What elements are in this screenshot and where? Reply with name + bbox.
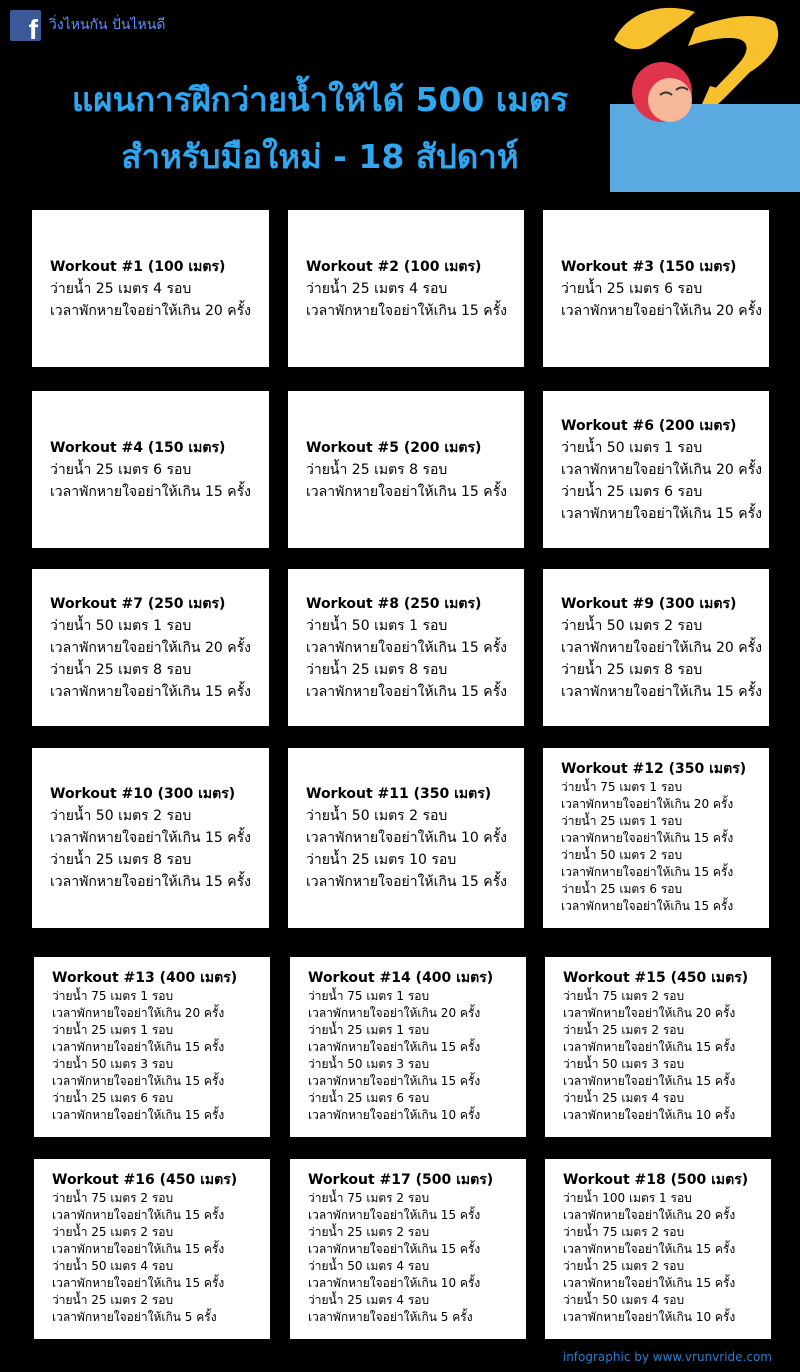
- workout-card: [290, 1159, 526, 1339]
- workout-step: ว่ายน้ำ 100 เมตร 1 รอบ: [563, 1191, 692, 1205]
- workout-step: เวลาพักหายใจอย่าให้เกิน 15 ครั้ง: [50, 830, 251, 846]
- workout-card: [543, 569, 769, 726]
- workout-step: เวลาพักหายใจอย่าให้เกิน 15 ครั้ง: [52, 1108, 225, 1122]
- workout-step: ว่ายน้ำ 25 เมตร 2 รอบ: [563, 1023, 685, 1037]
- workout-card: [32, 569, 269, 726]
- workout-title: Workout #4 (150 เมตร): [50, 439, 226, 456]
- workout-step: เวลาพักหายใจอย่าให้เกิน 20 ครั้ง: [563, 1006, 736, 1020]
- workout-step: ว่ายน้ำ 25 เมตร 4 รอบ: [306, 280, 448, 297]
- swimmer-icon: [600, 0, 800, 192]
- workout-card: [32, 748, 269, 928]
- workout-step: เวลาพักหายใจอย่าให้เกิน 10 ครั้ง: [308, 1108, 481, 1122]
- workout-step: เวลาพักหายใจอย่าให้เกิน 15 ครั้ง: [563, 1242, 736, 1256]
- workout-step: ว่ายน้ำ 50 เมตร 2 รอบ: [306, 808, 448, 824]
- workout-step: เวลาพักหายใจอย่าให้เกิน 15 ครั้ง: [306, 639, 507, 656]
- workout-card: [288, 391, 524, 548]
- workout-step: ว่ายน้ำ 50 เมตร 3 รอบ: [52, 1057, 174, 1071]
- workout-step: เวลาพักหายใจอย่าให้เกิน 20 ครั้ง: [52, 1006, 225, 1020]
- workout-step: เวลาพักหายใจอย่าให้เกิน 15 ครั้ง: [561, 865, 734, 879]
- workout-step: ว่ายน้ำ 25 เมตร 8 รอบ: [306, 661, 448, 678]
- workout-step: เวลาพักหายใจอย่าให้เกิน 15 ครั้ง: [50, 483, 251, 500]
- workout-step: เวลาพักหายใจอย่าให้เกิน 15 ครั้ง: [308, 1242, 481, 1256]
- workout-step: เวลาพักหายใจอย่าให้เกิน 15 ครั้ง: [308, 1040, 481, 1054]
- workout-card: [543, 391, 769, 548]
- brand-name[interactable]: วิ่งไหนกัน ปั่นไหนดี: [49, 17, 166, 33]
- workout-step: เวลาพักหายใจอย่าให้เกิน 15 ครั้ง: [50, 683, 251, 700]
- workout-card: [543, 748, 769, 928]
- workout-step: ว่ายน้ำ 75 เมตร 1 รอบ: [308, 989, 430, 1003]
- workout-step: เวลาพักหายใจอย่าให้เกิน 15 ครั้ง: [563, 1276, 736, 1290]
- workout-step: เวลาพักหายใจอย่าให้เกิน 15 ครั้ง: [306, 874, 507, 890]
- workout-title: Workout #11 (350 เมตร): [306, 786, 492, 802]
- workout-step: ว่ายน้ำ 50 เมตร 4 รอบ: [308, 1259, 430, 1273]
- workout-step: ว่ายน้ำ 25 เมตร 6 รอบ: [308, 1091, 430, 1105]
- workout-step: เวลาพักหายใจอย่าให้เกิน 20 ครั้ง: [561, 302, 762, 319]
- workout-title: Workout #14 (400 เมตร): [308, 970, 494, 986]
- workout-card: [290, 957, 526, 1137]
- workout-card: [34, 1159, 270, 1339]
- workout-step: เวลาพักหายใจอย่าให้เกิน 15 ครั้ง: [561, 683, 762, 700]
- facebook-icon[interactable]: f: [10, 10, 41, 41]
- workout-title: Workout #1 (100 เมตร): [50, 258, 226, 275]
- workout-step: ว่ายน้ำ 25 เมตร 10 รอบ: [306, 852, 457, 868]
- workout-step: เวลาพักหายใจอย่าให้เกิน 10 ครั้ง: [563, 1310, 736, 1324]
- workout-step: ว่ายน้ำ 25 เมตร 4 รอบ: [563, 1091, 685, 1105]
- workout-step: ว่ายน้ำ 25 เมตร 6 รอบ: [561, 280, 703, 297]
- workout-step: เวลาพักหายใจอย่าให้เกิน 15 ครั้ง: [561, 831, 734, 845]
- workout-step: ว่ายน้ำ 25 เมตร 6 รอบ: [50, 461, 192, 478]
- workout-step: เวลาพักหายใจอย่าให้เกิน 15 ครั้ง: [52, 1074, 225, 1088]
- workout-step: ว่ายน้ำ 75 เมตร 2 รอบ: [52, 1191, 174, 1205]
- workout-step: เวลาพักหายใจอย่าให้เกิน 10 ครั้ง: [306, 830, 507, 846]
- workout-card: [545, 957, 771, 1137]
- workout-step: เวลาพักหายใจอย่าให้เกิน 20 ครั้ง: [561, 797, 734, 811]
- workout-step: ว่ายน้ำ 25 เมตร 8 รอบ: [50, 661, 192, 678]
- workout-step: ว่ายน้ำ 50 เมตร 1 รอบ: [50, 617, 192, 634]
- workout-step: ว่ายน้ำ 50 เมตร 2 รอบ: [561, 848, 683, 862]
- workout-step: เวลาพักหายใจอย่าให้เกิน 5 ครั้ง: [52, 1310, 217, 1324]
- workout-step: ว่ายน้ำ 25 เมตร 4 รอบ: [50, 280, 192, 297]
- workout-card: [34, 957, 270, 1137]
- workout-step: ว่ายน้ำ 25 เมตร 8 รอบ: [561, 661, 703, 678]
- workout-title: Workout #5 (200 เมตร): [306, 439, 482, 456]
- workout-step: ว่ายน้ำ 50 เมตร 1 รอบ: [561, 439, 703, 456]
- workout-step: เวลาพักหายใจอย่าให้เกิน 15 ครั้ง: [308, 1208, 481, 1222]
- workout-title: Workout #9 (300 เมตร): [561, 595, 737, 612]
- workout-step: เวลาพักหายใจอย่าให้เกิน 15 ครั้ง: [50, 874, 251, 890]
- workout-step: ว่ายน้ำ 25 เมตร 1 รอบ: [561, 814, 683, 828]
- workout-card: [32, 391, 269, 548]
- workout-title: Workout #18 (500 เมตร): [563, 1172, 749, 1188]
- workout-title: Workout #17 (500 เมตร): [308, 1172, 494, 1188]
- workout-step: ว่ายน้ำ 50 เมตร 4 รอบ: [52, 1259, 174, 1273]
- workout-card: [288, 748, 524, 928]
- workout-step: เวลาพักหายใจอย่าให้เกิน 15 ครั้ง: [52, 1242, 225, 1256]
- workout-card: [288, 210, 524, 367]
- workout-step: ว่ายน้ำ 50 เมตร 3 รอบ: [308, 1057, 430, 1071]
- workout-step: ว่ายน้ำ 75 เมตร 2 รอบ: [563, 1225, 685, 1239]
- workout-step: ว่ายน้ำ 75 เมตร 2 รอบ: [308, 1191, 430, 1205]
- workout-title: Workout #12 (350 เมตร): [561, 761, 747, 777]
- workout-title: Workout #3 (150 เมตร): [561, 258, 737, 275]
- workout-title: Workout #10 (300 เมตร): [50, 786, 236, 802]
- brand: [10, 10, 166, 45]
- workout-step: เวลาพักหายใจอย่าให้เกิน 15 ครั้ง: [52, 1208, 225, 1222]
- workout-step: ว่ายน้ำ 50 เมตร 4 รอบ: [563, 1293, 685, 1307]
- workout-step: ว่ายน้ำ 25 เมตร 1 รอบ: [52, 1023, 174, 1037]
- workout-step: เวลาพักหายใจอย่าให้เกิน 15 ครั้ง: [308, 1074, 481, 1088]
- workout-step: เวลาพักหายใจอย่าให้เกิน 20 ครั้ง: [50, 639, 251, 656]
- workout-step: ว่ายน้ำ 50 เมตร 2 รอบ: [561, 617, 703, 634]
- workout-title: Workout #6 (200 เมตร): [561, 417, 737, 434]
- workout-step: เวลาพักหายใจอย่าให้เกิน 15 ครั้ง: [306, 683, 507, 700]
- workout-card: [32, 210, 269, 367]
- workout-step: ว่ายน้ำ 75 เมตร 1 รอบ: [52, 989, 174, 1003]
- workout-step: ว่ายน้ำ 25 เมตร 6 รอบ: [52, 1091, 174, 1105]
- workout-step: เวลาพักหายใจอย่าให้เกิน 10 ครั้ง: [308, 1276, 481, 1290]
- workout-title: Workout #13 (400 เมตร): [52, 970, 238, 986]
- workout-step: ว่ายน้ำ 25 เมตร 1 รอบ: [308, 1023, 430, 1037]
- workout-card: [545, 1159, 771, 1339]
- workout-step: ว่ายน้ำ 25 เมตร 6 รอบ: [561, 882, 683, 896]
- workout-step: ว่ายน้ำ 50 เมตร 1 รอบ: [306, 617, 448, 634]
- workout-step: ว่ายน้ำ 50 เมตร 3 รอบ: [563, 1057, 685, 1071]
- workout-step: ว่ายน้ำ 25 เมตร 2 รอบ: [52, 1225, 174, 1239]
- workout-step: เวลาพักหายใจอย่าให้เกิน 15 ครั้ง: [52, 1276, 225, 1290]
- page-subtitle: สำหรับมือใหม่ - 18 สัปดาห์: [121, 137, 519, 176]
- workout-step: ว่ายน้ำ 25 เมตร 2 รอบ: [52, 1293, 174, 1307]
- workout-step: ว่ายน้ำ 25 เมตร 2 รอบ: [563, 1259, 685, 1273]
- workout-card: [288, 569, 524, 726]
- workout-step: ว่ายน้ำ 25 เมตร 8 รอบ: [306, 461, 448, 478]
- workout-step: เวลาพักหายใจอย่าให้เกิน 15 ครั้ง: [563, 1074, 736, 1088]
- workout-step: เวลาพักหายใจอย่าให้เกิน 15 ครั้ง: [306, 302, 507, 319]
- workout-step: เวลาพักหายใจอย่าให้เกิน 5 ครั้ง: [308, 1310, 473, 1324]
- page-title: แผนการฝึกว่ายน้ำให้ได้ 500 เมตร: [71, 80, 569, 119]
- footer-credit[interactable]: infographic by www.vrunvride.com: [562, 1350, 772, 1364]
- workout-step: เวลาพักหายใจอย่าให้เกิน 20 ครั้ง: [561, 639, 762, 656]
- workout-step: ว่ายน้ำ 25 เมตร 4 รอบ: [308, 1293, 430, 1307]
- workout-step: เวลาพักหายใจอย่าให้เกิน 15 ครั้ง: [561, 505, 762, 522]
- workout-step: ว่ายน้ำ 50 เมตร 2 รอบ: [50, 808, 192, 824]
- workout-step: ว่ายน้ำ 75 เมตร 2 รอบ: [563, 989, 685, 1003]
- workout-step: เวลาพักหายใจอย่าให้เกิน 20 ครั้ง: [563, 1208, 736, 1222]
- workout-step: เวลาพักหายใจอย่าให้เกิน 20 ครั้ง: [308, 1006, 481, 1020]
- workout-step: เวลาพักหายใจอย่าให้เกิน 15 ครั้ง: [306, 483, 507, 500]
- workout-title: Workout #7 (250 เมตร): [50, 595, 226, 612]
- workout-step: ว่ายน้ำ 25 เมตร 6 รอบ: [561, 483, 703, 500]
- workout-step: เวลาพักหายใจอย่าให้เกิน 20 ครั้ง: [50, 302, 251, 319]
- workout-title: Workout #8 (250 เมตร): [306, 595, 482, 612]
- workout-step: ว่ายน้ำ 25 เมตร 8 รอบ: [50, 852, 192, 868]
- workout-title: Workout #15 (450 เมตร): [563, 970, 749, 986]
- workout-step: เวลาพักหายใจอย่าให้เกิน 15 ครั้ง: [561, 899, 734, 913]
- workout-card: [543, 210, 769, 367]
- workout-step: เวลาพักหายใจอย่าให้เกิน 15 ครั้ง: [563, 1040, 736, 1054]
- workout-step: ว่ายน้ำ 25 เมตร 2 รอบ: [308, 1225, 430, 1239]
- workout-step: เวลาพักหายใจอย่าให้เกิน 20 ครั้ง: [561, 461, 762, 478]
- workout-title: Workout #16 (450 เมตร): [52, 1172, 238, 1188]
- workout-step: เวลาพักหายใจอย่าให้เกิน 10 ครั้ง: [563, 1108, 736, 1122]
- workout-step: เวลาพักหายใจอย่าให้เกิน 15 ครั้ง: [52, 1040, 225, 1054]
- workout-step: ว่ายน้ำ 75 เมตร 1 รอบ: [561, 780, 683, 794]
- workout-title: Workout #2 (100 เมตร): [306, 258, 482, 275]
